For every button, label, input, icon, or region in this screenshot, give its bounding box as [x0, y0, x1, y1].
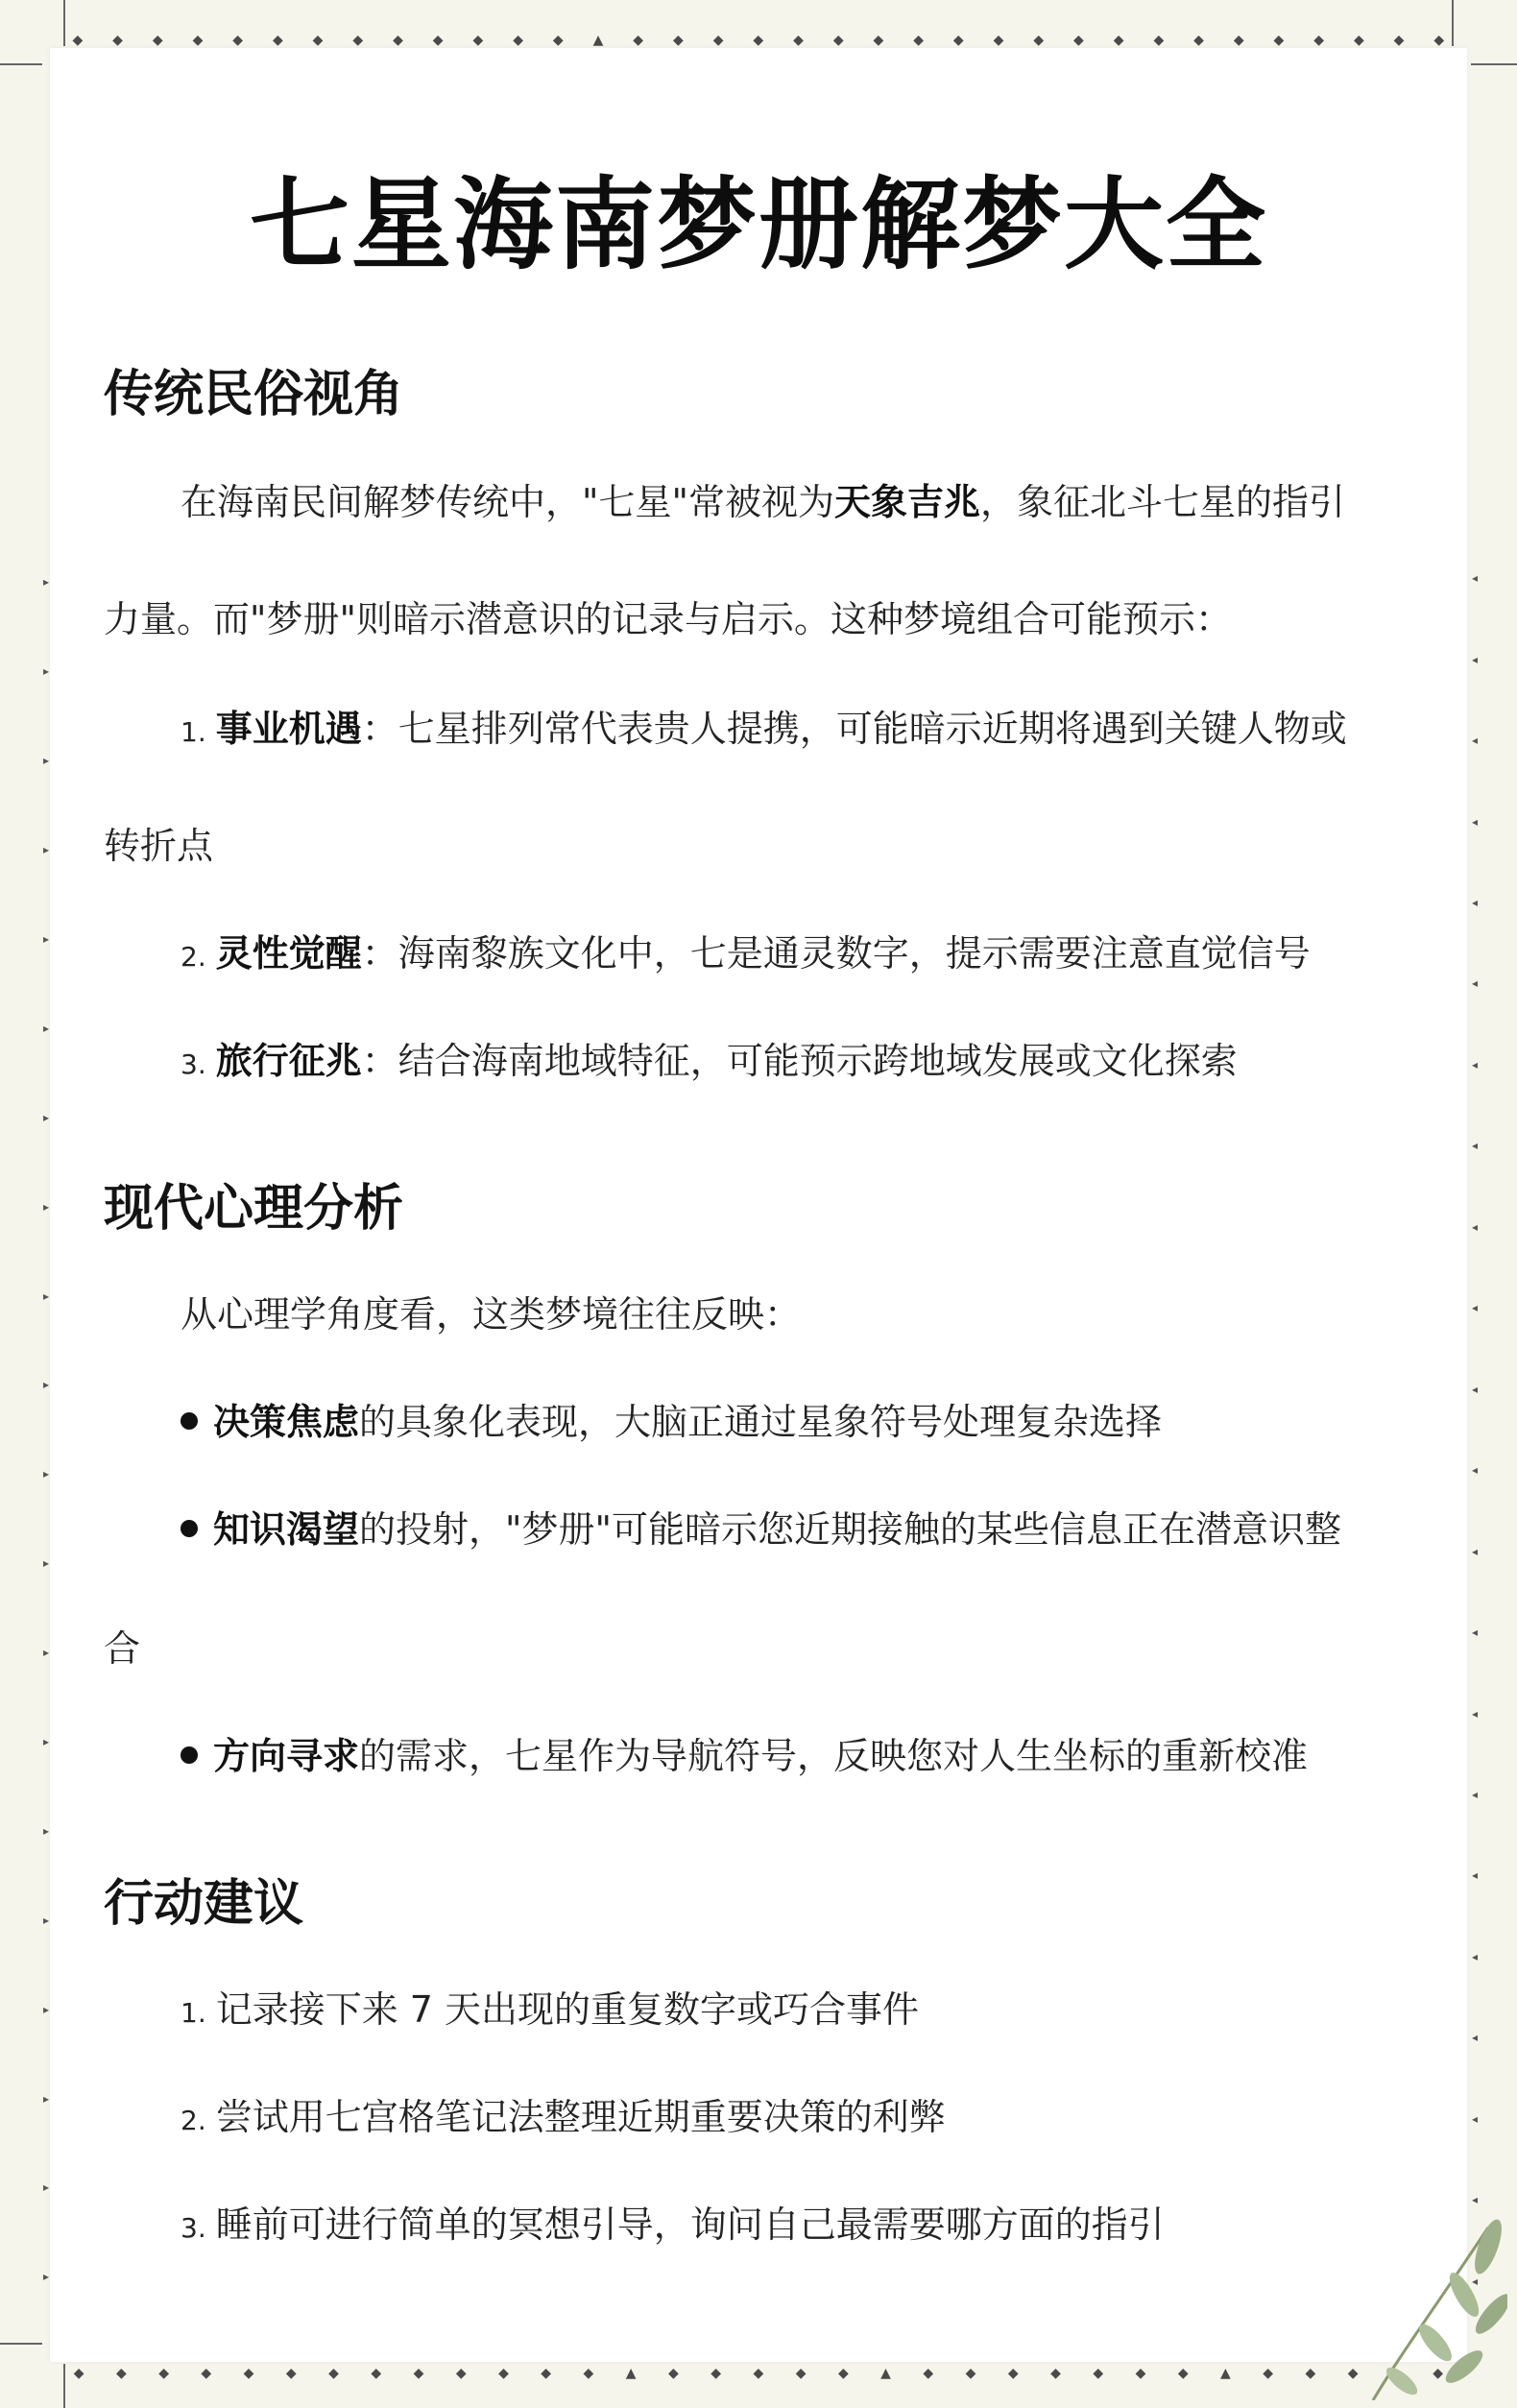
list-item: 1. 记录接下来 7 天出现的重复数字或巧合事件	[181, 1988, 920, 2031]
left-border-decoration: ▸ ▸ ▸ ▸ ▸ ▸ ▸ ▸ ▸ ▸ ▸ ▸ ▸ ▸ ▸ ▸ ▸ ▸ ▸ ▸	[42, 575, 50, 2284]
list-item: 知识渴望的投射，"梦册"可能暗示您近期接触的某些信息正在潜意识整	[181, 1500, 1467, 1553]
page-title: 七星海南梦册解梦大全	[249, 166, 1267, 283]
corner-line	[1471, 63, 1517, 65]
paragraph-psychology-intro: 从心理学角度看，这类梦境往往反映：	[181, 1293, 802, 1336]
right-border-decoration: ◂ ◂ ◂ ◂ ◂ ◂ ◂ ◂ ◂ ◂ ◂ ◂ ◂ ◂ ◂ ◂ ◂ ◂ ◂ ◂ ◂ ◂	[1471, 571, 1479, 2288]
corner-line	[63, 2364, 65, 2408]
section-heading-actions: 行动建议	[104, 1875, 304, 1933]
corner-line	[63, 0, 65, 46]
bullet-icon	[181, 1412, 198, 1430]
list-item: 3. 睡前可进行简单的冥想引导，询问自己最需要哪方面的指引	[181, 2203, 1165, 2246]
section-heading-traditional: 传统民俗视角	[104, 366, 404, 423]
list-item: 决策焦虑的具象化表现，大脑正通过星象符号处理复杂选择	[181, 1392, 1467, 1445]
corner-line	[1452, 0, 1454, 46]
bottom-border-decoration: ◆ ◆ ◆ ◆ ◆ ◆ ◆ ◆ ◆ ◆ ◆ ◆ ◆ ▲ ◆ ◆ ◆ ◆ ◆ ▲ ◆ ◆ ◆ ◆ ◆ ◆ ◆ ▲ ◆ ◆ ◆ ◆	[73, 2366, 1443, 2381]
list-item: 3. 旅行征兆：结合海南地域特征，可能预示跨地域发展或文化探索	[181, 1040, 1238, 1082]
corner-line	[0, 2343, 42, 2345]
paragraph-traditional-line2: 力量。而"梦册"则暗示潜意识的记录与启示。这种梦境组合可能预示：	[104, 598, 1232, 640]
bullet-icon	[181, 1746, 198, 1764]
corner-line	[0, 63, 42, 65]
list-item: 方向寻求的需求，七星作为导航符号，反映您对人生坐标的重新校准	[181, 1726, 1467, 1779]
section-heading-psychology: 现代心理分析	[104, 1180, 404, 1238]
leaf-decoration-icon	[1344, 2208, 1507, 2400]
list-item-continuation: 合	[104, 1627, 141, 1670]
top-border-decoration: ◆ ◆ ◆ ◆ ◆ ◆ ◆ ◆ ◆ ◆ ◆ ◆ ◆ ▲ ◆ ◆ ◆ ◆ ◆ ◆ ◆ ◆ ◆ ◆ ◆ ◆ ◆ ◆ ◆ ◆ ◆ ◆ ◆ ◆ ◆	[72, 33, 1445, 48]
list-item: 2. 尝试用七宫格笔记法整理近期重要决策的利弊	[181, 2096, 946, 2138]
list-item: 1. 事业机遇：七星排列常代表贵人提携，可能暗示近期将遇到关键人物或	[181, 708, 1347, 750]
bullet-icon	[181, 1520, 198, 1537]
paragraph-traditional-line1: 在海南民间解梦传统中，"七星"常被视为天象吉兆，象征北斗七星的指引	[181, 481, 1345, 523]
list-item: 2. 灵性觉醒：海南黎族文化中，七是通灵数字，提示需要注意直觉信号	[181, 932, 1311, 975]
list-item-continuation: 转折点	[104, 825, 214, 867]
